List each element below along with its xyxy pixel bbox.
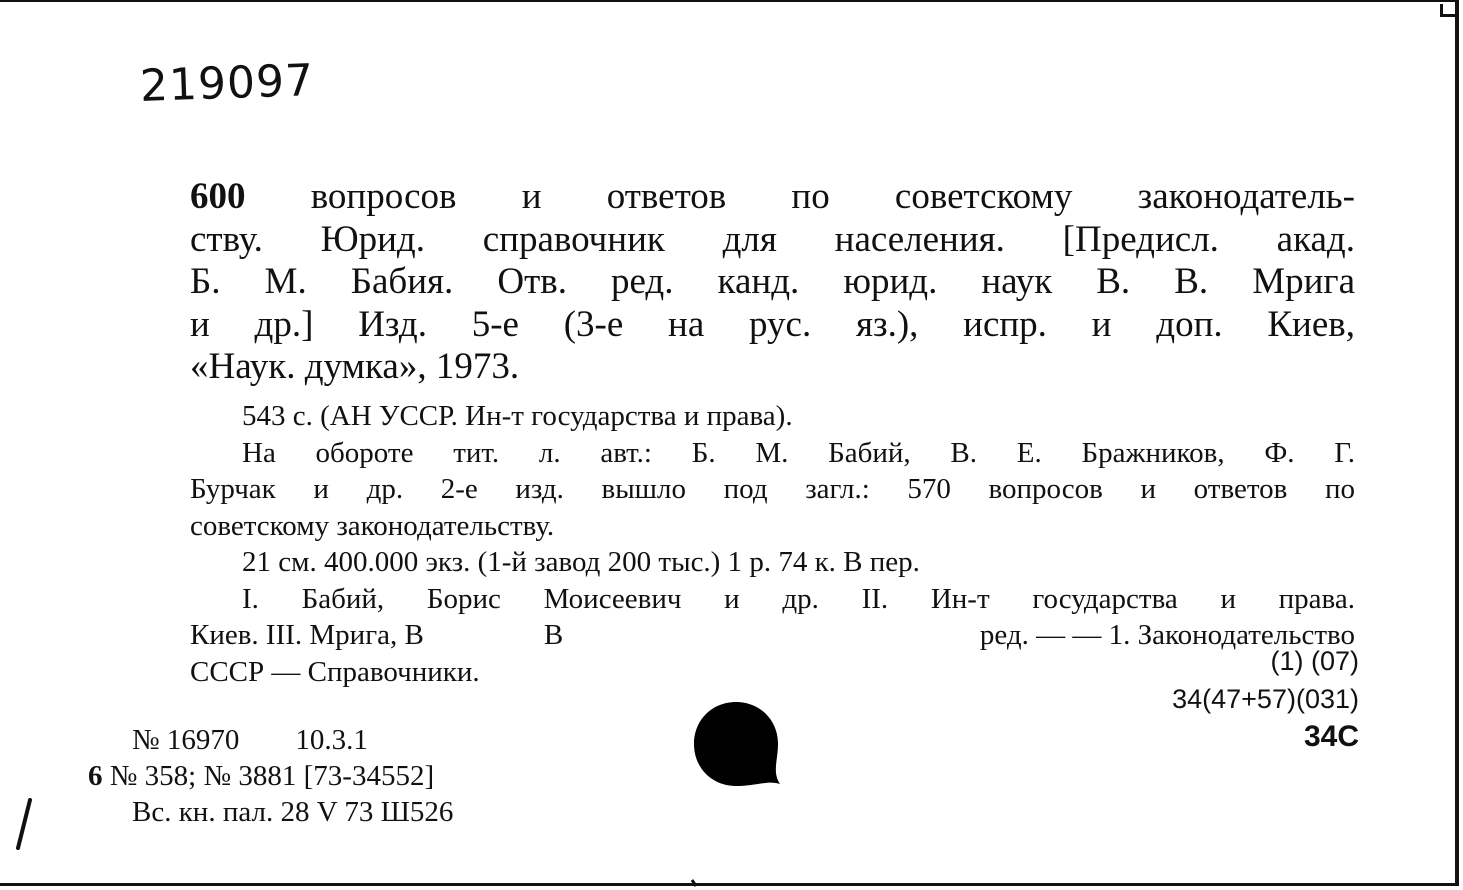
entry-line (190, 346, 1355, 389)
card-number: 219097 (139, 54, 315, 113)
footer-registry: № 358; № 3881 [73-34552] (109, 760, 435, 792)
entry-line (190, 261, 1355, 304)
pages-note: 543 с. (АН УССР. Ин-т государства и права). (242, 400, 793, 432)
footer-line: Вс. кн. пал. 28 V 73 Ш526 (132, 796, 454, 828)
tracing-line: I. Бабий, Борис Моисеевич и др. II. Ин-т государства и права. (242, 582, 1355, 615)
entry-line-text: ству. Юрид. справочник для населения. [Предисл. акад. (190, 218, 1355, 260)
entry-line-text: Б. М. Бабия. Отв. ред. канд. юрид. наук В. В. Мрига (190, 261, 1355, 302)
tracing-part: В (543, 619, 564, 651)
entry-line (190, 176, 1355, 219)
footer-number: № 16970 (132, 724, 240, 756)
footer-date: 10.3.1 (295, 724, 368, 756)
classification-marks: (1) (07) (1270, 646, 1359, 676)
entry-line (190, 219, 1355, 262)
punch-hole (690, 698, 782, 790)
bbk-code: 34С (1303, 720, 1359, 753)
udc-code: 34(47+57)(031) (1172, 684, 1359, 714)
tracing-line: СССР — Справочники. (190, 655, 480, 688)
tracing-part: Киев. III. Мрига, В (190, 619, 424, 651)
print-info: 21 см. 400.000 экз. (1-й завод 200 тыс.) 1 р. 74 к. В пер. (242, 546, 920, 578)
bibliographic-entry (190, 176, 1355, 389)
entry-line (190, 304, 1355, 347)
tracing-part: ред. — — 1. Законодательство (979, 619, 1355, 651)
corner-mark (1440, 4, 1455, 17)
footer-prefix: 6 (88, 760, 103, 792)
footer-line (88, 722, 453, 758)
card-footer (88, 722, 453, 830)
reverse-note-line: На обороте тит. л. авт.: Б. М. Бабий, В. Е. Бражников, Ф. Г. (242, 436, 1355, 469)
classification-codes (1172, 642, 1359, 756)
reverse-note-line: Бурчак и др. 2-е изд. вышло под загл.: 570 вопросов и ответов по (190, 473, 1355, 505)
entry-line-text: «Наук. думка», 1973. (190, 346, 520, 387)
entry-line-text: и др.] Изд. 5-е (3-е на рус. яз.), испр. и доп. Киев, (190, 303, 1355, 345)
footer-line (88, 758, 453, 794)
reverse-note-line: советскому законодательству. (190, 509, 555, 542)
entry-title-number: 600 (190, 176, 246, 217)
entry-line-text: вопросов и ответов по советскому законодатель- (245, 176, 1355, 217)
